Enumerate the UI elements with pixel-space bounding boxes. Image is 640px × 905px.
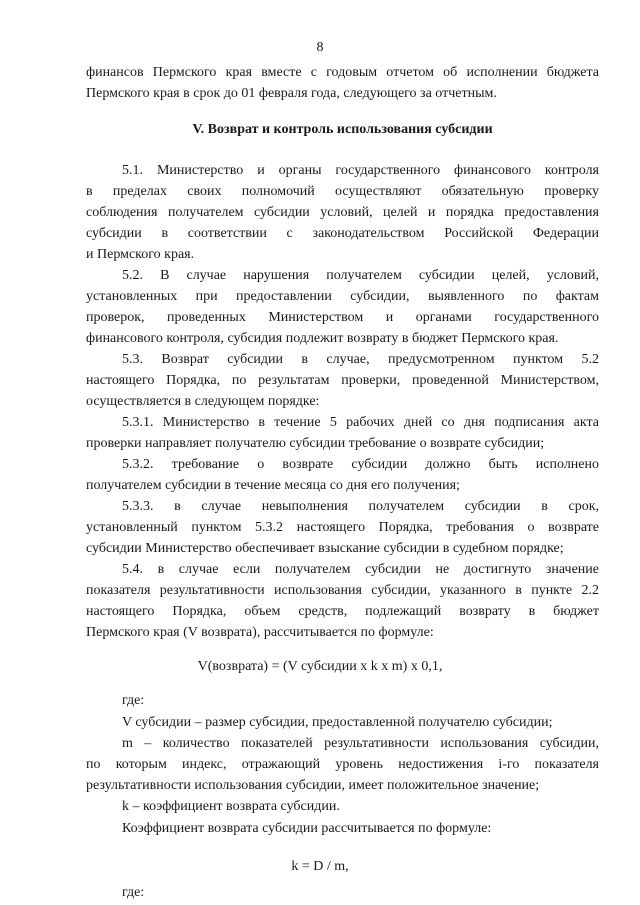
- text-line: установленных при предоставлении субсидии, выявленного по фактам: [86, 289, 599, 304]
- text-line: и Пермского края.: [86, 247, 195, 262]
- text-line: 5.3. Возврат субсидии в случае, предусмотренном пунктом 5.2: [122, 352, 599, 367]
- page-number: 8: [316, 40, 324, 55]
- text-line: установленный пунктом 5.3.2 настоящего Порядка, требования о возврате: [86, 520, 599, 535]
- text-line: в пределах своих полномочий осуществляют обязательную проверку: [86, 184, 599, 199]
- paragraph-5-1: [86, 160, 599, 265]
- text-line: соблюдения получателем субсидии условий, целей и порядка предоставления: [86, 205, 599, 220]
- text-line: осуществляется в следующем порядке:: [86, 394, 320, 409]
- text-line: настоящего Порядка, по результатам проверки, проведенной Министерством,: [86, 373, 599, 388]
- text-line: проверок, проведенных Министерством и органами государственного: [86, 310, 599, 325]
- text-line: m – количество показателей результативности использования субсидии,: [122, 736, 599, 751]
- text-line: 5.3.3. в случае невыполнения получателем субсидии в срок,: [122, 499, 599, 514]
- paragraph-5-3-1: [86, 412, 599, 454]
- coefficient-intro: Коэффициент возврата субсидии рассчитывается по формуле:: [122, 821, 492, 836]
- text-line: 5.1. Министерство и органы государственного финансового контроля: [122, 163, 599, 178]
- text-line: показателя результативности использования субсидии, указанного в пункте 2.2: [86, 583, 599, 598]
- text-line: 5.3.1. Министерство в течение 5 рабочих дней со дня подписания акта: [122, 415, 599, 430]
- paragraph-5-2: [86, 265, 599, 349]
- text-line: получателем субсидии в течение месяца со дня его получения;: [86, 478, 460, 493]
- paragraph-5-4: [86, 559, 599, 643]
- definition-m: [86, 733, 599, 796]
- text-line: по которым индекс, отражающий уровень недостижения i-го показателя: [86, 757, 599, 772]
- text-line: 5.2. В случае нарушения получателем субсидии целей, условий,: [122, 268, 599, 283]
- section-title: V. Возврат и контроль использования субсидии: [192, 122, 493, 137]
- text-line: настоящего Порядка, объем средств, подлежащий возврату в бюджет: [86, 604, 599, 619]
- text-line: финансового контроля, субсидия подлежит возврату в бюджет Пермского края.: [86, 331, 559, 346]
- intro-paragraph: [86, 62, 599, 104]
- text-line: 5.3.2. требование о возврате субсидии должно быть исполнено: [122, 457, 599, 472]
- text-line: проверки направляет получателю субсидии требование о возврате субсидии;: [86, 436, 545, 451]
- formula-k: k = D / m,: [291, 859, 349, 874]
- text-line: 5.4. в случае если получателем субсидии не достигнуто значение: [122, 562, 599, 577]
- text-line: Пермского края (V возврата), рассчитывается по формуле:: [86, 625, 434, 640]
- paragraph-5-3-3: [86, 496, 599, 559]
- where-label-2: где:: [122, 885, 145, 900]
- text-line: Пермского края в срок до 01 февраля года, следующего за отчетным.: [86, 86, 497, 101]
- definition-k: k – коэффициент возврата субсидии.: [122, 799, 340, 814]
- text-line: субсидии в соответствии с законодательством Российской Федерации: [86, 226, 599, 241]
- text-line: финансов Пермского края вместе с годовым отчетом об исполнении бюджета: [86, 65, 599, 80]
- definition-v: V субсидии – размер субсидии, предоставленной получателю субсидии;: [122, 715, 553, 730]
- paragraph-5-3: [86, 349, 599, 412]
- text-line: субсидии Министерство обеспечивает взыскание субсидии в судебном порядке;: [86, 541, 564, 556]
- paragraph-5-3-2: [86, 454, 599, 496]
- where-label: где:: [122, 693, 145, 708]
- text-line: результативности использования субсидии, имеет положительное значение;: [86, 778, 540, 793]
- formula-v-return: V(возврата) = (V субсидии x k x m) x 0,1,: [197, 659, 443, 674]
